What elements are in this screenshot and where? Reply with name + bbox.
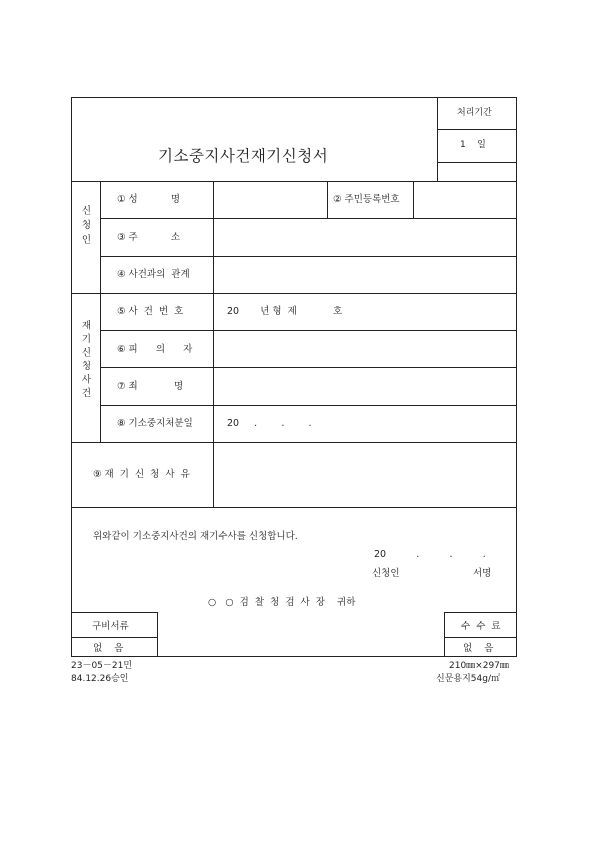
statement-text: 위와같이 기소중지사건의 재기수사를 신청합니다. bbox=[93, 531, 298, 542]
suspension-date-label: ⑧ 기소중지처분일 bbox=[117, 418, 193, 429]
label-column-line bbox=[213, 181, 214, 507]
row-line bbox=[100, 256, 517, 257]
applicant-group-label: 신청인 bbox=[79, 205, 91, 249]
case-number-label: ⑤ 사 건 번 호 bbox=[117, 306, 184, 317]
form-number: 23－05－21민 bbox=[71, 661, 133, 671]
attachments-divider bbox=[71, 637, 157, 638]
attachments-right-line bbox=[157, 612, 158, 657]
case-number-value: 20 년 형 제 호 bbox=[227, 306, 343, 317]
name-label: ① 성 명 bbox=[117, 194, 181, 205]
row-line bbox=[100, 405, 517, 406]
rrn-label-left-line bbox=[327, 181, 328, 218]
fee-top-line bbox=[444, 612, 517, 613]
date-line: 20 . . . bbox=[374, 549, 486, 560]
suspension-date-value: 20 . . . bbox=[227, 418, 312, 429]
paper-type: 신문용지54g/㎡ bbox=[436, 674, 500, 684]
address-label: ③ 주 소 bbox=[117, 232, 181, 243]
processing-period-value: 1 일 bbox=[460, 140, 486, 150]
signature-label: 서명 bbox=[473, 568, 492, 579]
processing-left-line bbox=[437, 97, 438, 181]
group-label-line bbox=[100, 181, 101, 442]
processing-divider bbox=[437, 129, 517, 130]
row-line bbox=[100, 367, 517, 368]
row-line bbox=[100, 218, 517, 219]
processing-period-label: 처리기간 bbox=[457, 108, 492, 118]
fee-value: 없 음 bbox=[463, 643, 494, 654]
processing-bottom-line bbox=[437, 162, 517, 163]
attachments-top-line bbox=[71, 612, 157, 613]
crime-label: ⑦ 죄 명 bbox=[117, 381, 184, 392]
fee-label: 수 수 료 bbox=[461, 621, 501, 632]
approval-date: 84.12.26승인 bbox=[71, 674, 129, 684]
section-line bbox=[71, 507, 517, 508]
row-line bbox=[100, 330, 517, 331]
section-line bbox=[71, 442, 517, 443]
reason-label: ⑨ 재 기 신 청 사 유 bbox=[93, 469, 190, 480]
applicant-sign-label: 신청인 bbox=[372, 568, 400, 579]
attachments-label: 구비서류 bbox=[92, 621, 129, 632]
fee-left-line bbox=[444, 612, 445, 657]
section-line bbox=[71, 293, 517, 294]
form-title: 기소중지사건재기신청서 bbox=[158, 147, 329, 165]
attachments-value: 없 음 bbox=[93, 643, 124, 654]
case-group-label: 재기신청사건 bbox=[79, 320, 91, 401]
rrn-label: ② 주민등록번호 bbox=[333, 194, 400, 205]
relation-label: ④ 사건과의 관계 bbox=[117, 269, 190, 280]
rrn-label-right-line bbox=[413, 181, 414, 218]
fee-divider bbox=[444, 637, 517, 638]
suspect-label: ⑥ 피 의 자 bbox=[117, 344, 193, 355]
addressee: ○ ○ 검 찰 청 검 사 장 귀하 bbox=[208, 597, 356, 608]
paper-size: 210㎜×297㎜ bbox=[449, 661, 509, 671]
header-bottom-line bbox=[71, 181, 517, 182]
